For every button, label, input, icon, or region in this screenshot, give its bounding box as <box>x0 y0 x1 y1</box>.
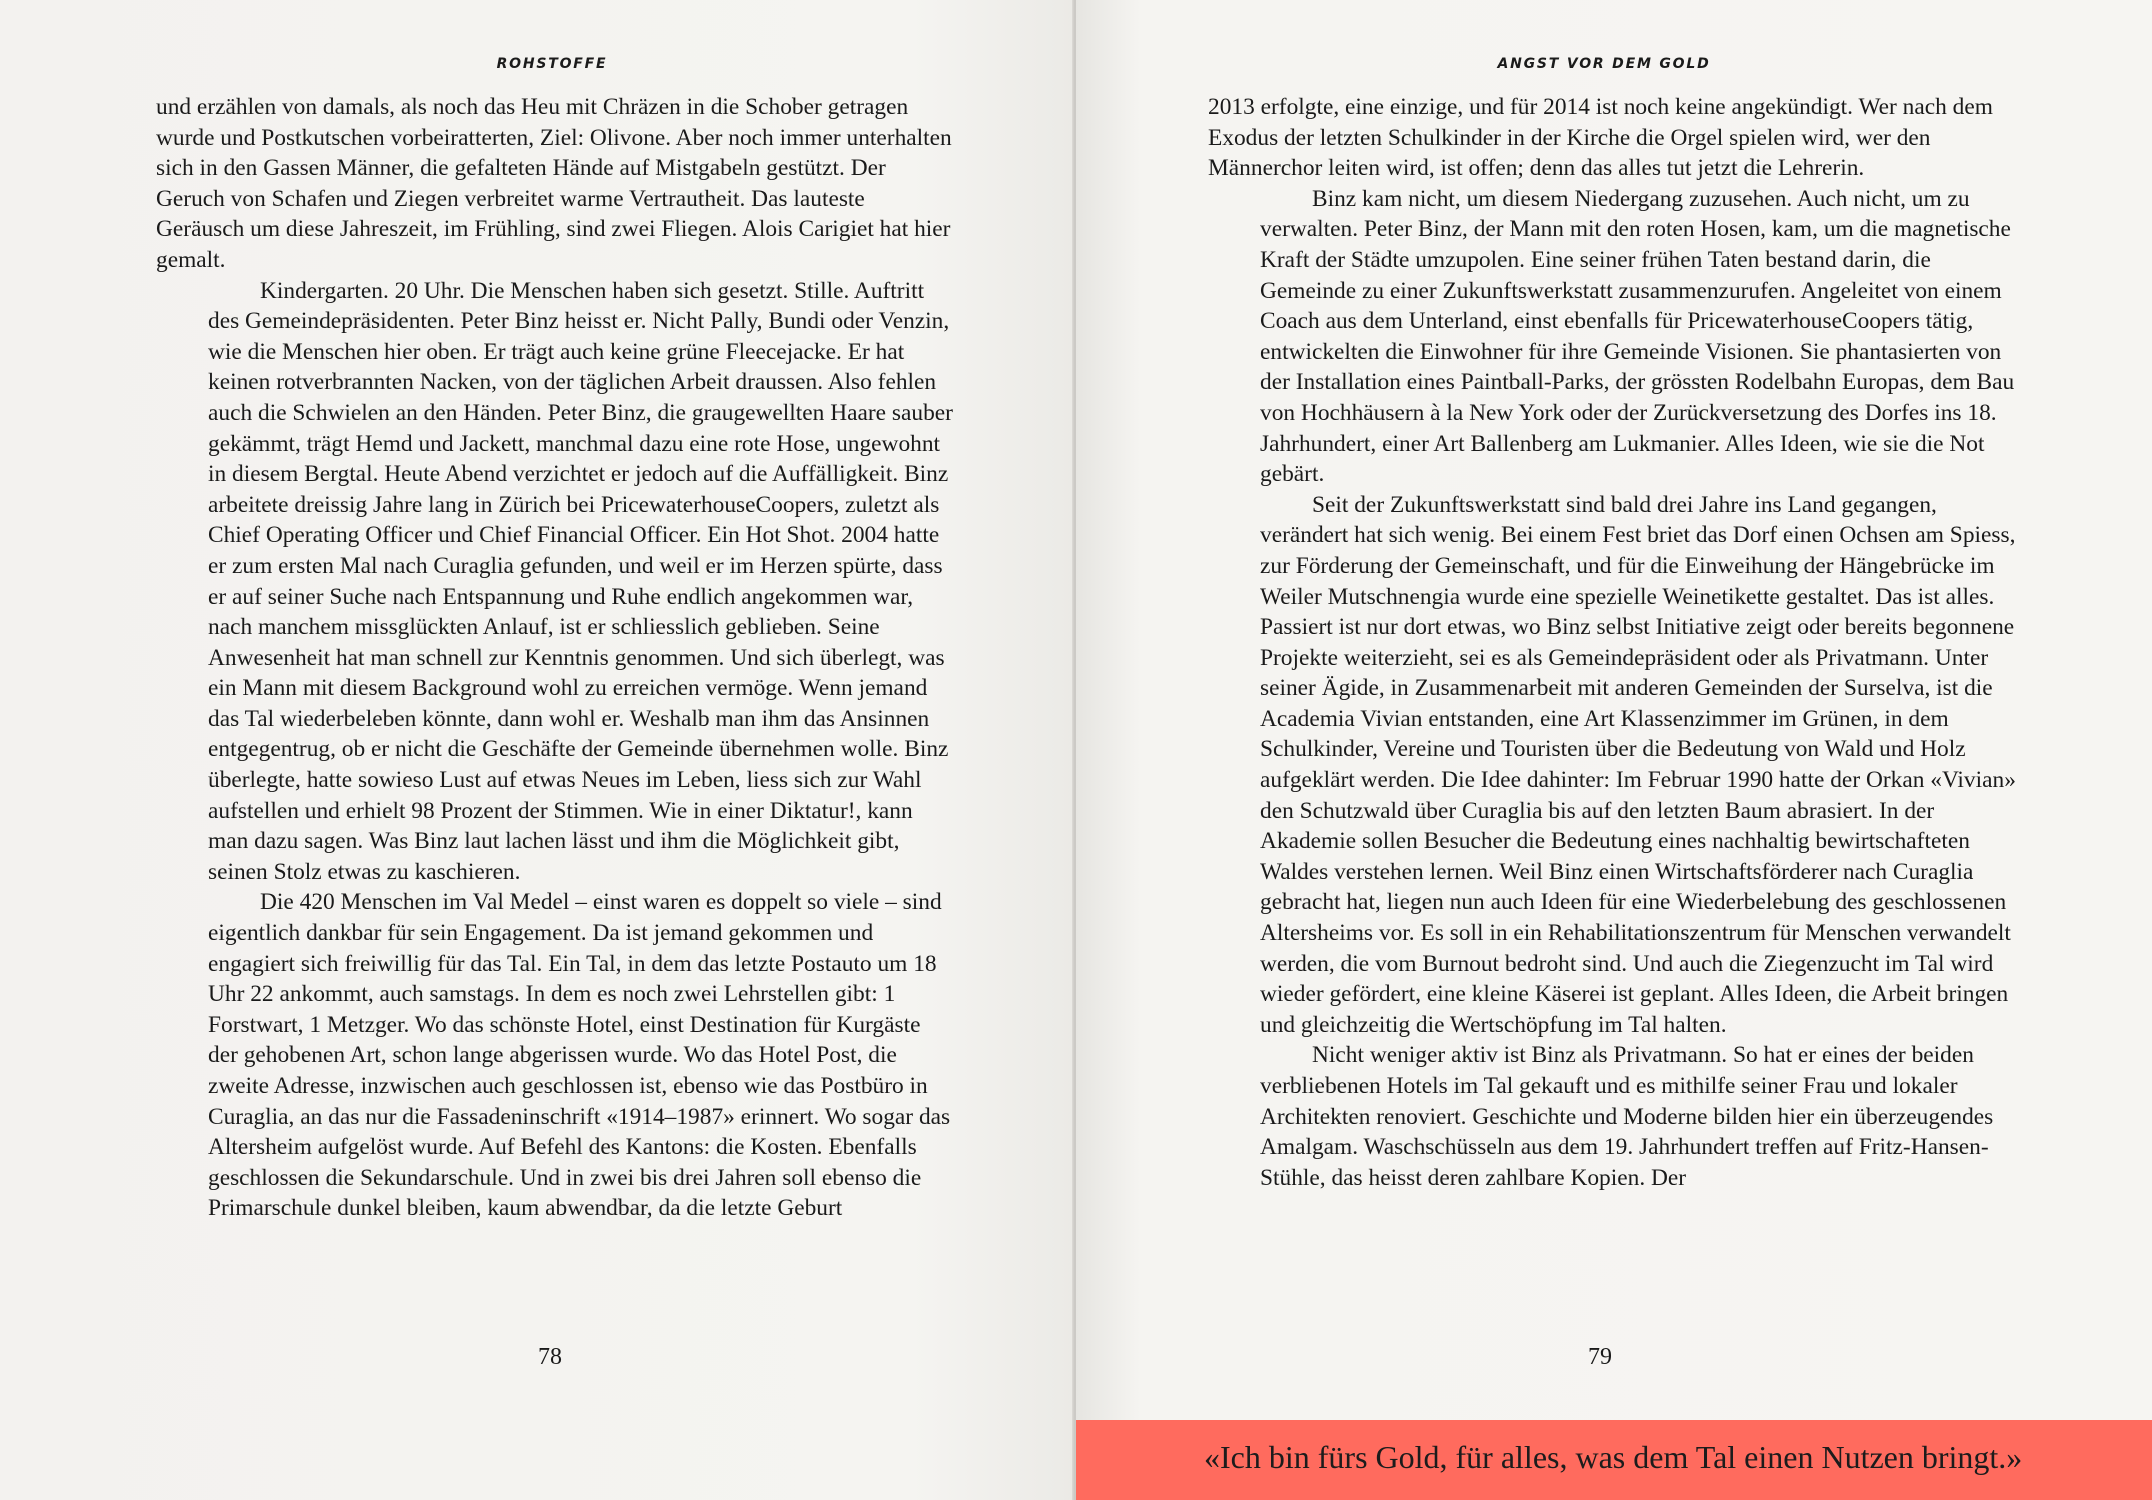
right-page <box>1076 0 2152 1500</box>
paragraph: Kindergarten. 20 Uhr. Die Menschen haben sich gesetzt. Stille. Auftritt des Gemeindepräsidenten. Peter Binz heisst er. Nicht Pally, Bundi oder Venzin, wie die Menschen hier oben. Er trägt auch keine grüne Fleecejacke. Er hat keinen rotverbrannten Nacken, von der täglichen Arbeit draussen. Also fehlen auch die Schwielen an den Händen. Peter Binz, die graugewellten Haare sauber gekämmt, trägt Hemd und Jackett, manchmal dazu eine rote Hose, ungewohnt in diesem Bergtal. Heute Abend verzichtet er jedoch auf die Auffälligkeit. Binz arbeitete dreissig Jahre lang in Zürich bei PricewaterhouseCoopers, zuletzt als Chief Operating Officer und Chief Financial Officer. Ein Hot Shot. 2004 hatte er zum ersten Mal nach Curaglia gefunden, und weil er im Herzen spürte, dass er auf seiner Suche nach Entspannung und Ruhe endlich angekommen war, nach manchem missglückten Anlauf, ist er schliesslich geblieben. Seine Anwesenheit hat man schnell zur Kenntnis genommen. Und sich überlegt, was ein Mann mit diesem Background wohl zu erreichen vermöge. Wenn jemand das Tal wiederbeleben könnte, dann wohl er. Weshalb man ihm das Ansinnen entgegentrug, ob er nicht die Geschäfte der Gemeinde übernehmen wolle. Binz überlegte, hatte sowieso Lust auf etwas Neues im Leben, liess sich zur Wahl aufstellen und erhielt 98 Prozent der Stimmen. Wie in einer Diktatur!, kann man dazu sagen. Was Binz laut lachen lässt und ihm die Möglichkeit gibt, seinen Stolz etwas zu kaschieren. <box>208 277 953 885</box>
left-body-text <box>156 92 956 1224</box>
pull-quote: «Ich bin fürs Gold, für alles, was dem Tal einen Nutzen bringt.» <box>1204 1439 2023 1475</box>
left-page <box>0 0 1074 1500</box>
paragraph: Nicht weniger aktiv ist Binz als Privatmann. So hat er eines der beiden verbliebenen Hotels im Tal gekauft und es mithilfe seiner Frau und lokaler Architekten renoviert. Geschichte und Moderne bilden hier ein überzeugendes Amalgam. Waschschüsseln aus dem 19. Jahrhundert treffen auf Fritz-Hansen-Stühle, das heisst deren zahlbare Kopien. Der <box>1260 1042 1994 1191</box>
page-number-right: 79 <box>1588 1344 1612 1370</box>
right-body-text <box>1208 92 2022 1193</box>
running-head-right: ANGST VOR DEM GOLD <box>1497 56 1711 72</box>
paragraph: 2013 erfolgte, eine einzige, und für 2014 ist noch keine angekündigt. Wer nach dem Exodus der letzten Schulkinder in der Kirche die Orgel spielen wird, wer den Männerchor leiten wird, ist offen; denn das alles tut jetzt die Lehrerin. <box>1208 94 1993 182</box>
paragraph: Seit der Zukunftswerkstatt sind bald drei Jahre ins Land gegangen, verändert hat sich wenig. Bei einem Fest briet das Dorf einen Ochsen am Spiess, zur Förderung der Gemeinschaft, und für die Einweihung der Hängebrücke im Weiler Mutschnengia wurde eine spezielle Weinetikette gestaltet. Das ist alles. Passiert ist nur dort etwas, wo Binz selbst Initiative zeigt oder bereits begonnene Projekte weiterzieht, sei es als Gemeindepräsident oder als Privatmann. Unter seiner Ägide, in Zusammenarbeit mit anderen Gemeinden der Surselva, ist die Academia Vivian entstanden, eine Art Klassenzimmer im Grünen, in dem Schulkinder, Vereine und Touristen über die Bedeutung von Wald und Holz aufgeklärt werden. Die Idee dahinter: Im Februar 1990 hatte der Orkan «Vivian» den Schutzwald über Curaglia bis auf den letzten Baum abrasiert. In der Akademie sollen Besucher die Bedeutung eines nachhaltig bewirtschafteten Waldes verstehen lernen. Weil Binz einen Wirtschaftsförderer nach Curaglia gebracht hat, liegen nun auch Ideen für eine Wiederbelebung des geschlossenen Altersheims vor. Es soll in ein Rehabilitationszentrum für Menschen verwandelt werden, die vom Burnout bedroht sind. Und auch die Ziegenzucht im Tal wird wieder gefördert, eine kleine Käserei ist geplant. Alles Ideen, die Arbeit bringen und gleichzeitig die Wertschöpfung im Tal halten. <box>1260 491 2016 1038</box>
page-number-left: 78 <box>538 1344 562 1370</box>
running-head-left: ROHSTOFFE <box>496 56 608 72</box>
paragraph: Binz kam nicht, um diesem Niedergang zuzusehen. Auch nicht, um zu verwalten. Peter Binz, der Mann mit den roten Hosen, kam, um die magnetische Kraft der Städte umzupolen. Eine seiner frühen Taten bestand darin, die Gemeinde zu einer Zukunftswerkstatt zusammenzurufen. Angeleitet von einem Coach aus dem Unterland, einst ebenfalls für PricewaterhouseCoopers tätig, entwickelten die Einwohner für ihre Gemeinde Visionen. Sie phantasierten von der Installation eines Paintball-Parks, der grössten Rodelbahn Europas, dem Bau von Hochhäusern à la New York oder der Zurückversetzung des Dorfes ins 18. Jahrhundert, einer Art Ballenberg am Lukmanier. Alles Ideen, wie sie die Not gebärt. <box>1260 185 2015 488</box>
paragraph: Die 420 Menschen im Val Medel – einst waren es doppelt so viele – sind eigentlich dankbar für sein Engagement. Da ist jemand gekommen und engagiert sich freiwillig für das Tal. Ein Tal, in dem das letzte Postauto um 18 Uhr 22 ankommt, auch samstags. In dem es noch zwei Lehrstellen gibt: 1 Forstwart, 1 Metzger. Wo das schönste Hotel, einst Destination für Kurgäste der gehobenen Art, schon lange abgerissen wurde. Wo das Hotel Post, die zweite Adresse, inzwischen auch geschlossen ist, ebenso wie das Postbüro in Curaglia, an das nur die Fassadeninschrift «1914–1987» erinnert. Wo sogar das Altersheim aufgelöst wurde. Auf Befehl des Kantons: die Kosten. Ebenfalls geschlossen die Sekundarschule. Und in zwei bis drei Jahren soll ebenso die Primarschule dunkel bleiben, kaum abwendbar, da die letzte Geburt <box>208 889 951 1222</box>
paragraph: und erzählen von damals, als noch das Heu mit Chräzen in die Schober getragen wurde und Postkutschen vorbeiratterten, Ziel: Olivone. Aber noch immer unterhalten sich in den Gassen Männer, die gefalteten Hände auf Mistgabeln gestützt. Der Geruch von Schafen und Ziegen verbreitet warme Vertrautheit. Das lauteste Geräusch um diese Jahreszeit, im Frühling, sind zwei Fliegen. Alois Carigiet hat hier gemalt. <box>156 94 952 273</box>
